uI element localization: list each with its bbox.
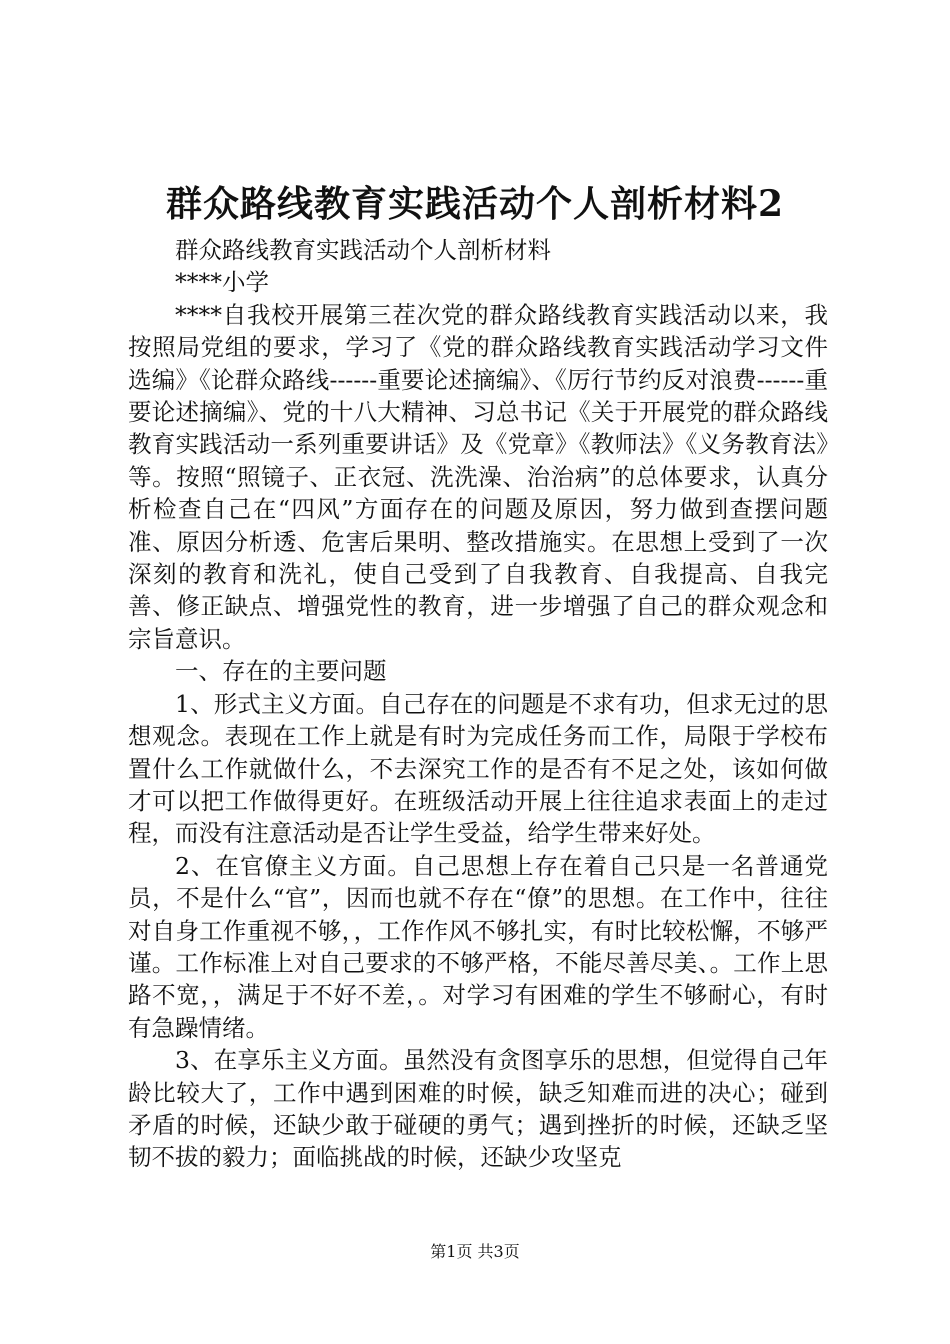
hedonism-paragraph: 3、在享乐主义方面。虽然没有贪图享乐的思想，但觉得自己年龄比较大了，工作中遇到困难的时候，缺乏知难而进的决心；碰到矛盾的时候，还缺少敢于碰硬的勇气；遇到挫折的时候，还缺乏坚韧不拔的毅力；面临挑战的时候，还缺少攻坚克 bbox=[128, 1046, 828, 1172]
subtitle-paragraph: 群众路线教育实践活动个人剖析材料 bbox=[175, 236, 551, 264]
bureaucracy-paragraph: 2、在官僚主义方面。自己思想上存在着自己只是一名普通党员，不是什么“官”，因而也就不存在“僚”的思想。在工作中，往往对自身工作重视不够，，工作作风不够扎实，有时比较松懈，不够严谨。工作标准上对自己要求的不够严格，不能尽善尽美、。工作上思路不宽，，满足于不好不差，。对学习有困难的学生不够耐心，有时有急躁情绪。 bbox=[128, 851, 828, 1042]
document-title: 群众路线教育实践活动个人剖析材料2 bbox=[165, 183, 785, 225]
author-paragraph: ****小学 bbox=[175, 268, 269, 297]
page-footer: 第1页 共3页 bbox=[430, 1242, 520, 1261]
intro-paragraph: ****自我校开展第三茬次党的群众路线教育实践活动以来，我按照局党组的要求，学习了《党的群众路线教育实践活动学习文件选编》《论群众路线------重要论述摘编》、《厉行节约反对浪费------重要论述摘编》、党的十八大精神、习总书记《关于开展党的群众路线教育实践活动一系列重要讲话》及《党章》《教师法》《义务教育法》等。按照“照镜子、正衣冠、洗洗澡、治治病”的总体要求，认真分析检查自己在“四风”方面存在的问题及原因，努力做到查摆问题准、原因分析透、危害后果明、整改措施实。在思想上受到了一次深刻的教育和洗礼，使自己受到了自我教育、自我提高、自我完善、修正缺点、增强党性的教育，进一步增强了自己的群众观念和宗旨意识。 bbox=[128, 300, 828, 653]
document-body bbox=[128, 234, 828, 1174]
formalism-paragraph: 1、形式主义方面。自己存在的问题是不求有功，但求无过的思想观念。表现在工作上就是有时为完成任务而工作，局限于学校布置什么工作就做什么，不去深究工作的是否有不足之处，该如何做才可以把工作做得更好。在班级活动开展上往往追求表面上的走过程，而没有注意活动是否让学生受益，给学生带来好处。 bbox=[128, 689, 828, 848]
section-heading: 一、存在的主要问题 bbox=[175, 657, 387, 686]
